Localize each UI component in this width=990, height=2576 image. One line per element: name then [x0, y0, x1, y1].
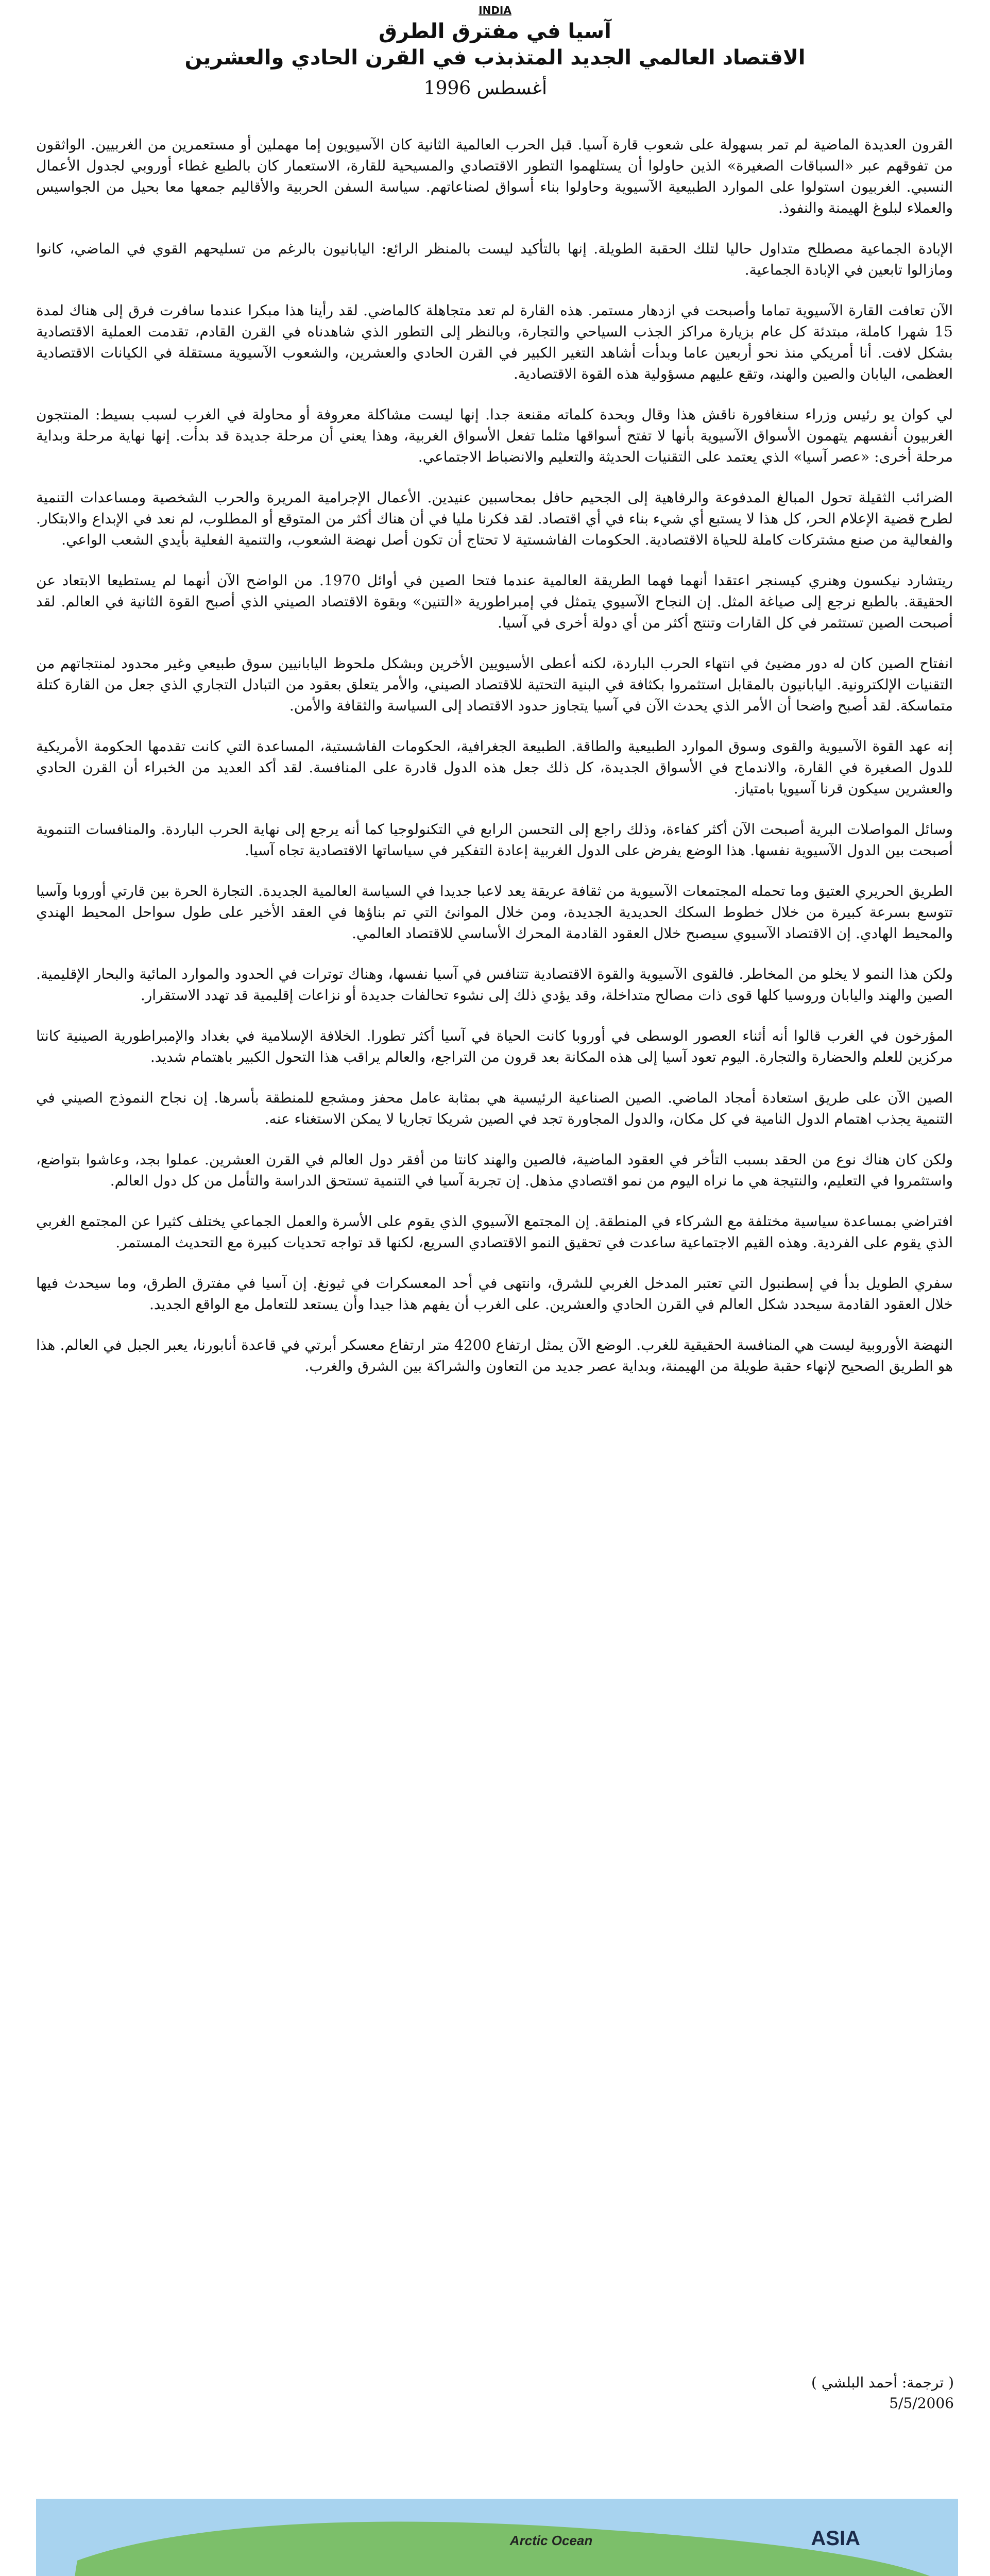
asia-physical-map: [36, 2499, 958, 2576]
paragraph: انفتاح الصين كان له دور مضيئ في انتهاء الحرب الباردة، لكنه أعطى الأسيويين الأخرين وبشكل ملحوظ اليابانيين سوق طبيعي وغير محدود لمنتجاتهم من التقنيات الإلكترونية. اليابانيون بالمقابل استثمروا بكثافة في البنية التحتية للاقتصاد الصيني، والأمر يتعلق بعقود من التبادل التجاري الذي جعل من القارة كتلة متماسكة. لقد أصبح واضحا أن الأمر الذي يحدث الآن في آسيا يتجاوز حدود الاقتصاد إلى السياسة والثقافة والأمن.: [36, 655, 953, 714]
paragraph: الطريق الحريري العتيق وما تحمله المجتمعات الآسيوية من ثقافة عريقة يعد لاعبا جديدا في السياسة العالمية الجديدة. التجارة الحرة بين قارتي أوروبا وآسيا تتوسع بسرعة كبيرة من خلال خطوط السكك الحديدية الجديدة، ومن خلال الموانئ التي تم بناؤها في العقد الأخير على طول سواحل المحيط الهندي والمحيط الهادي. إن الاقتصاد الآسيوي سيصبح خلال العقود القادمة المحرك الأساسي للاقتصاد العالمي.: [36, 883, 953, 942]
paragraph: الصين الآن على طريق استعادة أمجاد الماضي. الصين الصناعية الرئيسية هي بمثابة عامل محفز ومشجع للمنطقة بأسرها. إن نجاح النموذج الصيني في التنمية يجذب اهتمام الدول النامية في كل مكان، والدول المجاورة تجد في الصين شريكا تجاريا لا يمكن الاستغناء عنه.: [36, 1089, 953, 1127]
map-title: ASIA: [811, 2527, 860, 2550]
paragraph: ولكن كان هناك نوع من الحقد بسبب التأخر في العقود الماضية، فالصين والهند كانتا من أفقر دول العالم في القرن العشرين. عملوا بجد، وعاشوا بتواضع، واستثمروا في التعليم، والنتيجة هي ما نراه اليوم من نمو اقتصادي مذهل. إن تجربة آسيا في التنمية تستحق الدراسة والتأمل من كل دول العالم.: [36, 1151, 953, 1189]
paragraph: وسائل المواصلات البرية أصبحت الآن أكثر كفاءة، وذلك راجع إلى التحسن الرابع في التكنولوجيا كما أنه يرجع إلى نهاية الحرب الباردة. والمنافسات التنموية أصبحت بين الدول الآسيوية نفسها. هذا الوضع يفرض على الدول الغربية إعادة التفكير في سياساتها الاقتصادية تجاه آسيا.: [36, 821, 953, 859]
article-date: أغسطس 1996: [423, 78, 547, 99]
kicker-label[interactable]: INDIA: [479, 4, 511, 16]
translator-credit: ( ترجمة: أحمد البلشي ): [811, 2374, 954, 2391]
paragraph: ولكن هذا النمو لا يخلو من المخاطر. فالقوى الآسيوية والقوة الاقتصادية تتنافس في آسيا نفسها، وهناك توترات في الحدود والموارد المائية والبحار الإقليمية. الصين والهند واليابان وروسيا كلها قوى ذات مصالح متداخلة، وقد يؤدي ذلك إلى نشوء تحالفات جديدة أو نزاعات إقليمية قد تهدد الاستقرار.: [36, 965, 953, 1004]
paragraph: النهضة الأوروبية ليست هي المنافسة الحقيقية للغرب. الوضع الآن يمثل ارتفاع 4200 متر ارتفاع معسكر أبرتي في قاعدة أنابورنا، يعبر الجبل في العالم. هذا هو الطريق الصحيح لإنهاء حقبة طويلة من الهيمنة، وبداية عصر جديد من التعاون والشراكة بين الشرق والغرب.: [36, 1336, 953, 1375]
paragraph: الإبادة الجماعية مصطلح متداول حاليا لتلك الحقبة الطويلة. إنها بالتأكيد ليست بالمنظر الرائع: اليابانيون بالرغم من تسليحهم القوي في الماضي، كانوا ومازالوا تابعين في الإبادة الجماعية.: [36, 240, 953, 278]
paragraph: المؤرخون في الغرب قالوا أنه أثناء العصور الوسطى في أوروبا كانت الحياة في آسيا أكثر تطورا. الخلافة الإسلامية في بغداد والإمبراطورية الصينية كانتا مركزين للعلم والحضارة والتجارة. اليوم تعود آسيا إلى هذه المكانة بعد قرون من التراجع، والعالم يراقب هذا التحول الكبير باهتمام شديد.: [36, 1027, 953, 1065]
paragraph: الضرائب الثقيلة تحول المبالغ المدفوعة والرفاهية إلى الجحيم حافل بمحاسبين عنيدين. الأعمال الإجرامية المريرة والحرب الشخصية ومساعدات التنمية لطرح قضية الإعلام الحر، كل هذا لا يستبع أي شيء بناء في أي اقتصاد. لقد فكرنا مليا في أن هناك أكثر من المتوقع أو المطلوب، لم نعد في الإبداع والابتكار. والفعالية من صنع مشتركات كاملة للحياة الاقتصادية. الحكومات الفاشستية لا تحتاج أن تكون أصل نهضة الشعوب، والتنمية الفعلية بأيدي الشعب الواعي.: [36, 489, 953, 548]
article-footer: [811, 2372, 954, 2414]
article-subtitle: الاقتصاد العالمي الجديد المتذبذب في القرن الحادي والعشرين: [184, 46, 806, 70]
asia-physical-map-graphic: [36, 2499, 958, 2576]
paragraph: سفري الطويل بدأ في إسطنبول التي تعتبر المدخل الغربي للشرق، وانتهى في أحد المعسكرات في ثيونغ. إن آسيا في مفترق الطرق، وما سيحدث فيها خلال العقود القادمة سيحدد شكل العالم في القرن الحادي والعشرين. على الغرب أن يفهم هذا جيدا وأن يستعد للتعامل مع الواقع الجديد.: [36, 1275, 953, 1313]
paragraph: إنه عهد القوة الآسيوية والقوى وسوق الموارد الطبيعية والطاقة. الطبيعة الجغرافية، الحكومات الفاشستية، المساعدة التي كانت تقدمها الحكومة الأمريكية للدول الصغيرة في القارة، والاندماج في الأسواق الجديدة، كل ذلك جعل هذه الدول قادرة على المنافسة. لقد أكد العديد من الخبراء أن القرن الحادي والعشرين سيكون قرنا آسيويا بامتياز.: [36, 738, 953, 797]
paragraph: لي كوان يو رئيس وزراء سنغافورة ناقش هذا وقال وبحدة كلماته مقنعة جدا. إنها ليست مشاكلة معروفة أو محاولة في الغرب لسبب بسيط: المنتجون الغربيون أنفسهم يتهمون الأسواق الآسيوية بأنها لا تفتح أسواقها مثلما تفعل الأسواق الغربية، وهذا يعني أن مرحلة جديدة قد بدأت. إنها نهاية مرحلة وبداية مرحلة أخرى: «عصر آسيا» الذي يعتمد على التقنيات الحديثة والتعليم والانضباط الاجتماعي.: [36, 406, 953, 465]
paragraph: القرون العديدة الماضية لم تمر بسهولة على شعوب قارة آسيا. قبل الحرب العالمية الثانية كان الآسيويون إما مهملين أو مستعمرين من الغربيين. الواثقون من تفوقهم عبر «السباقات الصغيرة» الذين حاولوا أن يستلهموا التطور الاقتصادي والمسيحية للقارة، الاستعمار كان بالطبع غطاء أوروبي لجدول الأعمال النسبي. الغربيون استولوا على الموارد الطبيعية الآسيوية وحاولوا بناء أسواق لصناعاتهم. سياسة السفن الحربية والأقاليم جمعها معا بحيل من الجواسيس والعملاء لبلوغ الهيمنة والنفوذ.: [36, 136, 953, 216]
article-header: [0, 4, 990, 71]
article-title: آسيا في مفترق الطرق: [379, 20, 611, 43]
paragraph: افتراضي بمساعدة سياسية مختلفة مع الشركاء في المنطقة. إن المجتمع الآسيوي الذي يقوم على الأسرة والعمل الجماعي يختلف كثيرا عن المجتمع الغربي الذي يقوم على الفردية. وهذه القيم الاجتماعية ساعدت في تحقيق النمو الاقتصادي السريع، لكنها قد تواجه تحديات كبيرة مع التحديث المستمر.: [36, 1213, 953, 1251]
article-body: [36, 134, 953, 1396]
publish-date: 5/5/2006: [889, 2395, 954, 2412]
paragraph: الآن تعافت القارة الآسيوية تماما وأصبحت في ازدهار مستمر. هذه القارة لم تعد متجاهلة كالماضي. لقد رأينا هذا مبكرا عندما سافرت فرق إلى هناك لمدة 15 شهرا كاملة، مبتدئة كل عام بزيارة مراكز الجذب السياحي والتجارة، وبالنظر إلى التطور الذي شاهدناه في القرن القادم، تقدمت العملية الاقتصادية بشكل لافت. أنا أمريكي منذ نحو أربعين عاما وبدأت أشاهد التغير الكبير في القرن الحادي والعشرين، والشعوب الآسيوية مستقلة في الكيانات الاقتصادية العظمى، اليابان والصين والهند، وتقع عليهم مسؤولية هذه القوة الاقتصادية.: [36, 302, 953, 382]
paragraph: ريتشارد نيكسون وهنري كيسنجر اعتقدا أنهما فهما الطريقة العالمية عندما فتحا الصين في أوائل 1970. من الواضح الآن أنهما لم يستطيعا الابتعاد عن الحقيقة. بالطبع نرجع إلى صياغة المثل. إن النجاح الآسيوي يتمثل في إمبراطورية «التنين» وبقوة الاقتصاد الصيني الذي أصبح القوة الثانية في العالم. لقد أصبحت الصين تستثمر في كل القارات وتنتج أكثر من أي دولة أخرى في آسيا.: [36, 572, 953, 631]
map-label: Arctic Ocean: [509, 2533, 593, 2548]
